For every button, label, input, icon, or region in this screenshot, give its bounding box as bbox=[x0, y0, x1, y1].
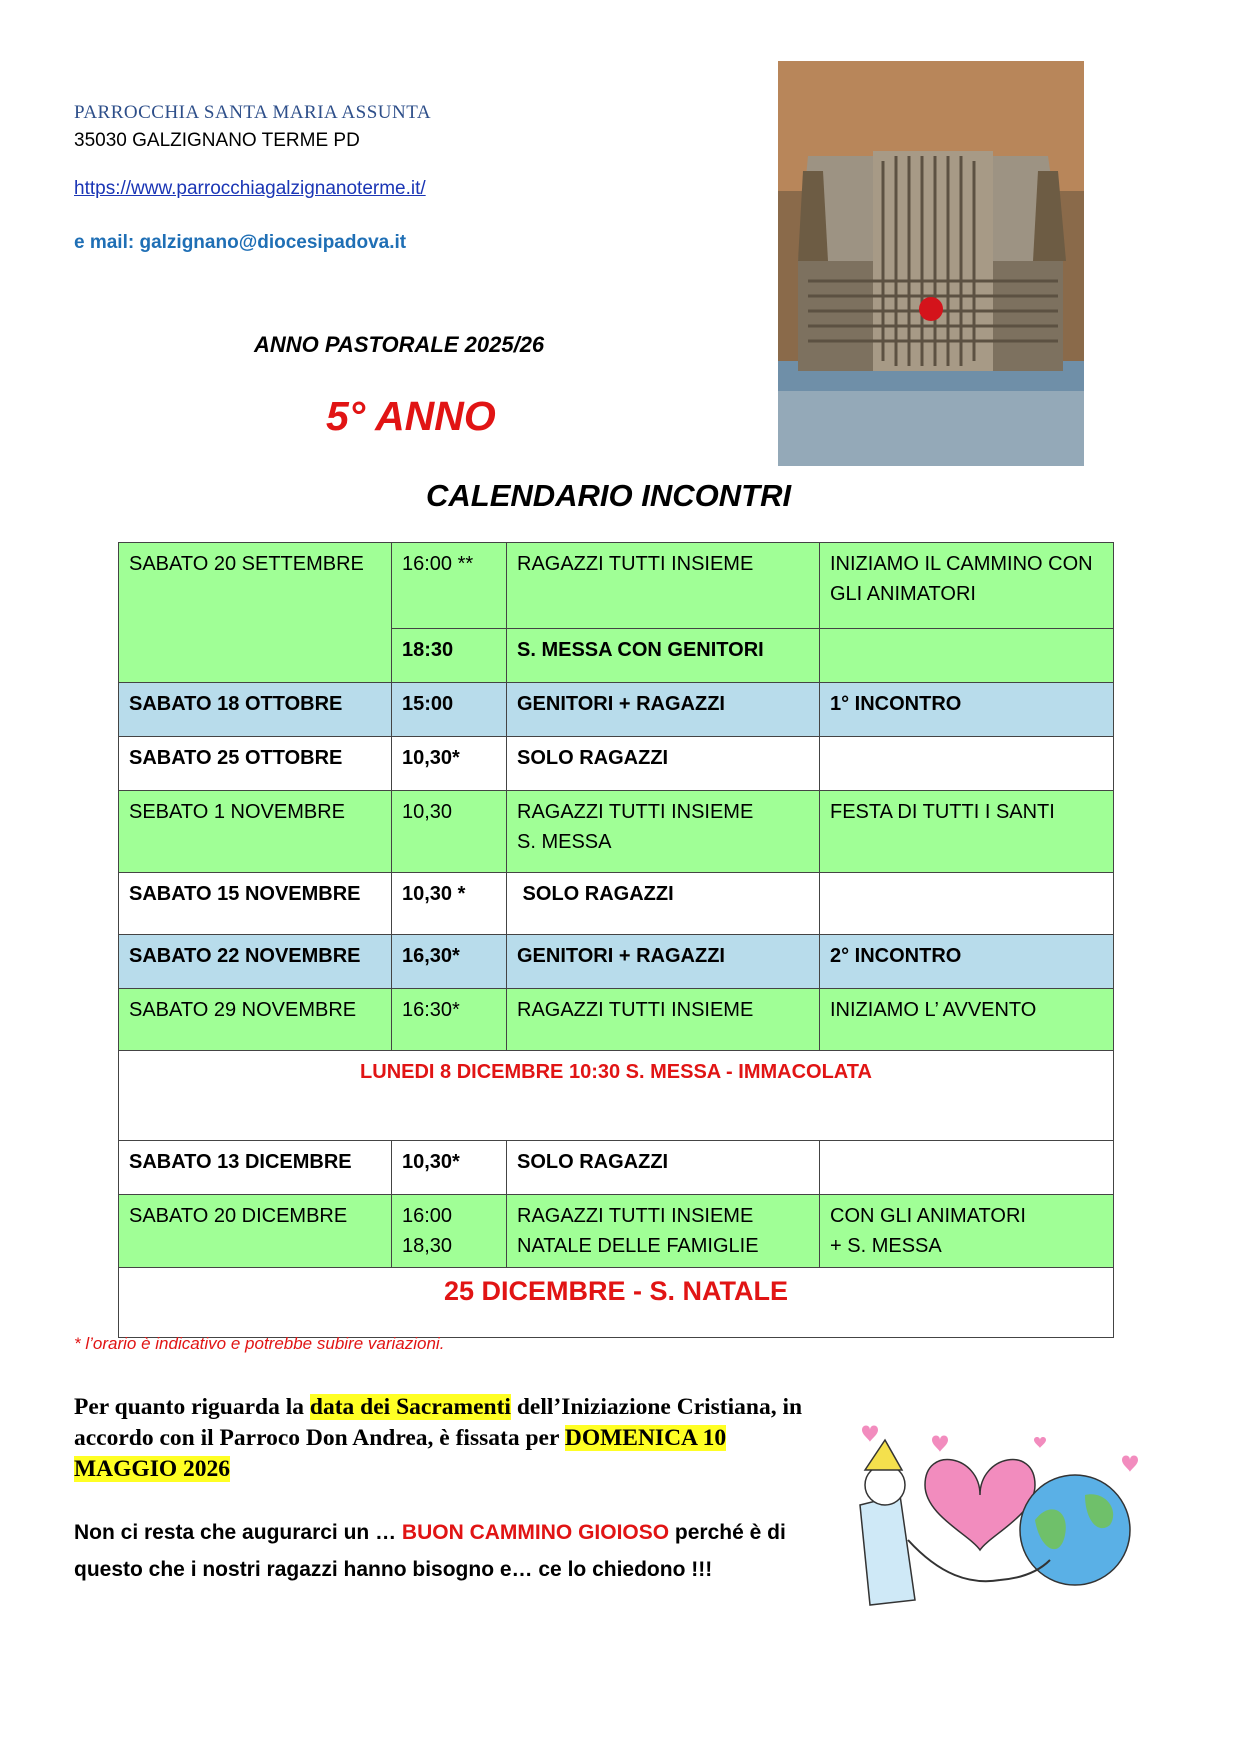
participants-cell bbox=[507, 791, 820, 873]
calendar-table bbox=[118, 542, 1114, 1338]
date-cell: SEBATO 1 NOVEMBRE bbox=[119, 791, 392, 873]
time-cell: 10,30* bbox=[392, 737, 507, 791]
year-number-title: 5° ANNO bbox=[326, 393, 496, 439]
immacolata-row: LUNEDI 8 DICEMBRE 10:30 S. MESSA - IMMACOLATA bbox=[119, 1051, 1114, 1141]
participants-cell: S. MESSA CON GENITORI bbox=[507, 629, 820, 683]
note-cell: INIZIAMO L’ AVVENTO bbox=[820, 989, 1114, 1051]
note-cell: INIZIAMO IL CAMMINO CON GLI ANIMATORI bbox=[820, 543, 1114, 629]
calendar-title: CALENDARIO INCONTRI bbox=[426, 478, 792, 513]
footnote: * l’orario è indicativo e potrebbe subire variazioni. bbox=[74, 1334, 445, 1353]
time-line: 18,30 bbox=[402, 1235, 453, 1257]
note-cell bbox=[820, 1195, 1114, 1268]
closing-text: Non ci resta che augurarci un … bbox=[74, 1521, 402, 1544]
time-cell: 10,30* bbox=[392, 1141, 507, 1195]
participants-line: NATALE DELLE FAMIGLIE bbox=[517, 1235, 759, 1257]
time-line: 16:00 bbox=[402, 1205, 453, 1227]
participants-cell: GENITORI + RAGAZZI bbox=[507, 683, 820, 737]
note-cell: 1° INCONTRO bbox=[820, 683, 1114, 737]
date-cell: SABATO 22 NOVEMBRE bbox=[119, 935, 392, 989]
participants-cell: RAGAZZI TUTTI INSIEME bbox=[507, 989, 820, 1051]
website-link[interactable]: https://www.parrocchiagalzignanoterme.it/ bbox=[74, 178, 426, 199]
time-cell: 10,30 bbox=[392, 791, 507, 873]
parish-address: 35030 GALZIGNANO TERME PD bbox=[74, 130, 360, 151]
note-cell: 2° INCONTRO bbox=[820, 935, 1114, 989]
date-cell: SABATO 29 NOVEMBRE bbox=[119, 989, 392, 1051]
participants-cell: SOLO RAGAZZI bbox=[507, 737, 820, 791]
pastoral-year-title: ANNO PASTORALE 2025/26 bbox=[254, 332, 545, 357]
sacraments-date-highlight: DOMENICA 10 MAGGIO 2026 bbox=[74, 1425, 727, 1482]
participants-cell: RAGAZZI TUTTI INSIEME bbox=[507, 543, 820, 629]
participants-line: S. MESSA bbox=[517, 831, 612, 853]
note-cell bbox=[820, 1141, 1114, 1195]
heart-world-illustration bbox=[830, 1400, 1170, 1620]
sacraments-highlight: data dei Sacramenti bbox=[309, 1394, 511, 1420]
participants-line: RAGAZZI TUTTI INSIEME bbox=[517, 801, 754, 823]
closing-text: perché è di questo che i nostri ragazzi hanno bisogno e… ce lo chiedono !!! bbox=[74, 1521, 786, 1581]
note-cell bbox=[820, 629, 1114, 683]
participants-cell bbox=[507, 1195, 820, 1268]
sacraments-text: Per quanto riguarda la bbox=[74, 1394, 310, 1420]
time-cell: 18:30 bbox=[392, 629, 507, 683]
note-cell: FESTA DI TUTTI I SANTI bbox=[820, 791, 1114, 873]
sacraments-paragraph bbox=[74, 1392, 814, 1485]
time-cell: 16:00 ** bbox=[392, 543, 507, 629]
time-cell: 16:30* bbox=[392, 989, 507, 1051]
christmas-row: 25 DICEMBRE - S. NATALE bbox=[119, 1268, 1114, 1338]
participants-cell: SOLO RAGAZZI bbox=[507, 873, 820, 935]
participants-line: RAGAZZI TUTTI INSIEME bbox=[517, 1205, 754, 1227]
closing-highlight: BUON CAMMINO GIOIOSO bbox=[401, 1521, 670, 1544]
date-cell: SABATO 20 DICEMBRE bbox=[119, 1195, 392, 1268]
time-cell: 10,30 * bbox=[392, 873, 507, 935]
note-line: CON GLI ANIMATORI bbox=[830, 1205, 1026, 1227]
date-cell: SABATO 13 DICEMBRE bbox=[119, 1141, 392, 1195]
time-cell: 16,30* bbox=[392, 935, 507, 989]
date-cell: SABATO 20 SETTEMBRE bbox=[119, 543, 392, 683]
closing-paragraph bbox=[74, 1514, 814, 1588]
note-line: + S. MESSA bbox=[830, 1235, 942, 1257]
date-cell: SABATO 25 OTTOBRE bbox=[119, 737, 392, 791]
sacraments-text: dell’Iniziazione Cristiana, in accordo con il Parroco Don Andrea, è fissata per bbox=[74, 1394, 803, 1451]
note-cell bbox=[820, 873, 1114, 935]
time-cell bbox=[392, 1195, 507, 1268]
email-text[interactable]: e mail: galzignano@diocesipadova.it bbox=[74, 232, 407, 253]
time-cell: 15:00 bbox=[392, 683, 507, 737]
date-cell: SABATO 15 NOVEMBRE bbox=[119, 873, 392, 935]
participants-cell: SOLO RAGAZZI bbox=[507, 1141, 820, 1195]
date-cell: SABATO 18 OTTOBRE bbox=[119, 683, 392, 737]
parish-name: PARROCCHIA SANTA MARIA ASSUNTA bbox=[74, 102, 432, 123]
tabernacle-photo bbox=[778, 61, 1084, 466]
note-cell bbox=[820, 737, 1114, 791]
participants-cell: GENITORI + RAGAZZI bbox=[507, 935, 820, 989]
